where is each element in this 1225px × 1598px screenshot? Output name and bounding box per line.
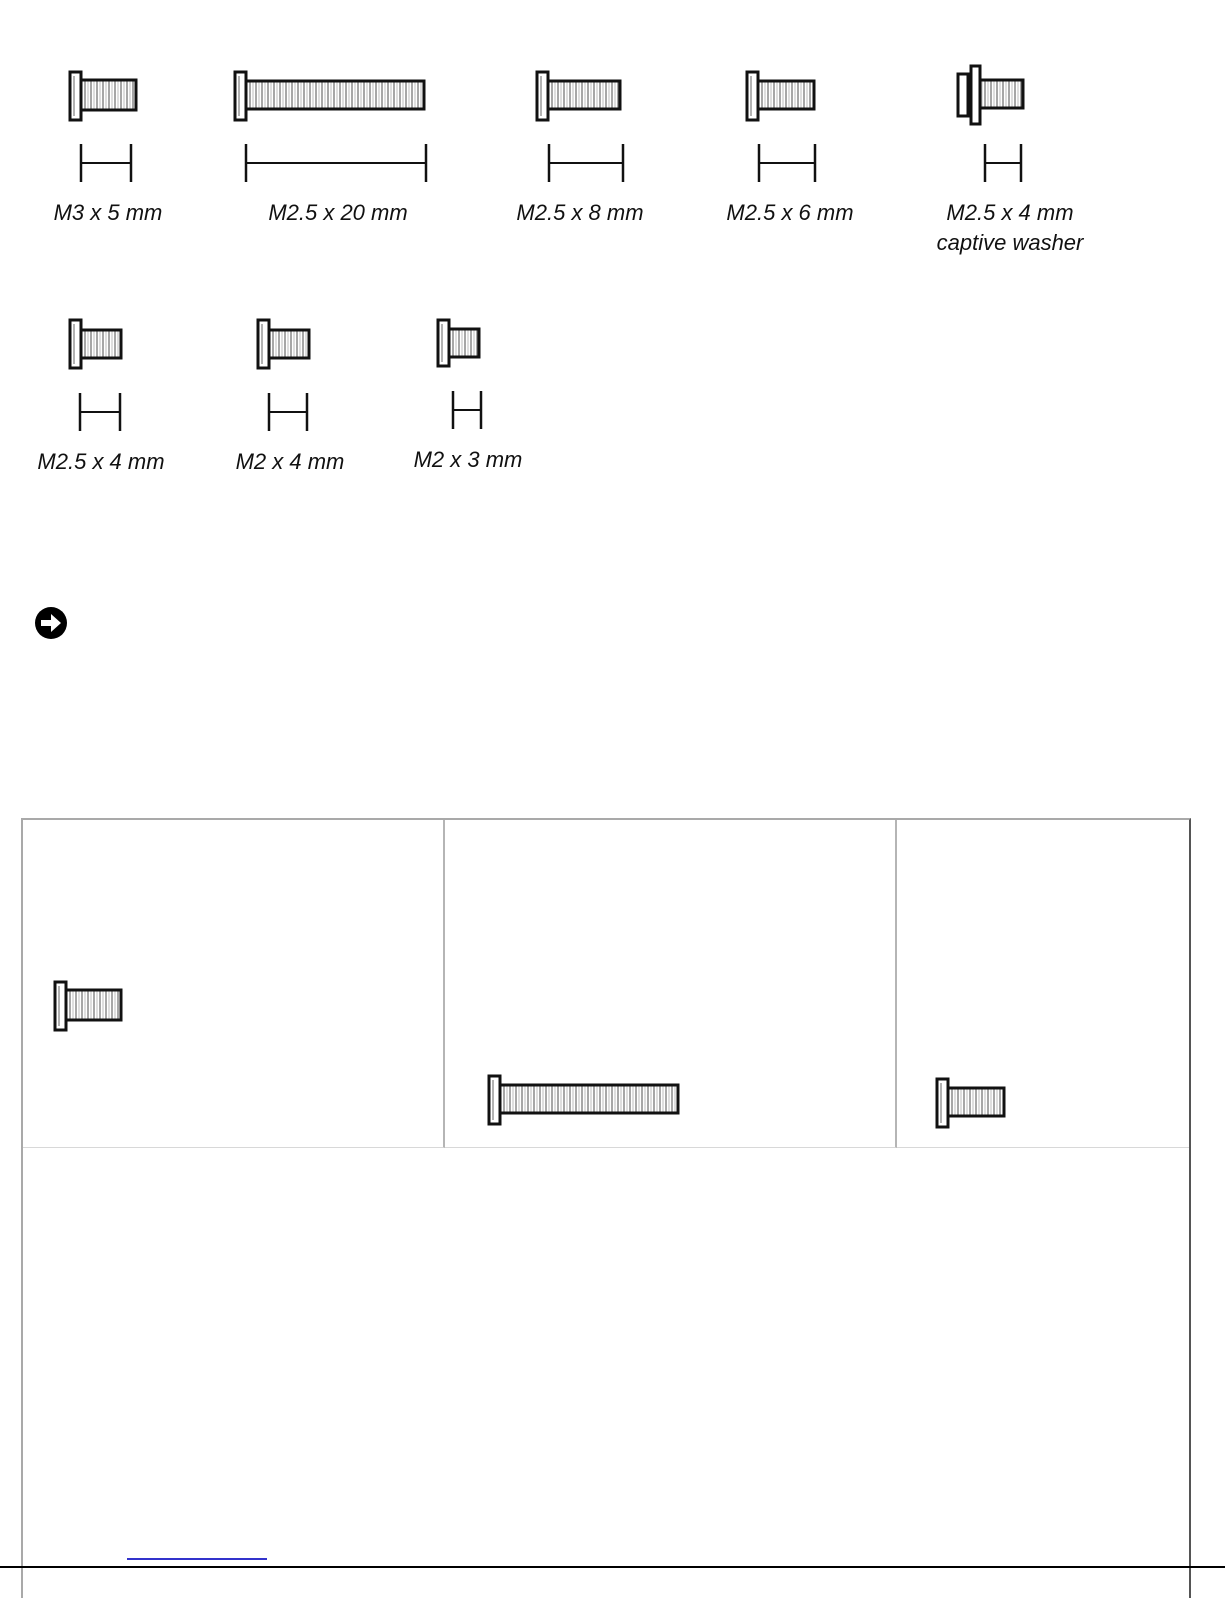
screw-m3x5-icon: [66, 68, 140, 124]
screw-label: M2.5 x 20 mm: [268, 200, 408, 225]
dimension-line: [756, 142, 818, 184]
screw-m2x3-icon: [434, 316, 486, 370]
screw-m3x5-icon: [51, 978, 125, 1034]
screw-m25x20-icon: [231, 68, 429, 124]
table-cell: [445, 820, 897, 1148]
dimension-line: [266, 391, 310, 433]
screw-m25x6-icon: [933, 1075, 1009, 1131]
screw-m25x6-icon: [743, 68, 819, 124]
screw-label: M2 x 3 mm: [413, 447, 523, 472]
screw-m25x4-icon: [66, 316, 126, 372]
screw-m25x8-icon: [533, 68, 625, 124]
dimension-line: [77, 391, 123, 433]
table-cell: [23, 820, 445, 1148]
notice-arrow-icon: [33, 605, 69, 641]
dimension-line: [78, 142, 134, 184]
screw-label: M2.5 x 6 mm: [726, 200, 854, 225]
link-underline[interactable]: [127, 1558, 267, 1560]
table-cell: [897, 820, 1189, 1148]
dimension-line: [243, 142, 429, 184]
screw-m25x20-icon: [485, 1072, 683, 1128]
screw-label: M2.5 x 4 mm: [37, 449, 165, 474]
dimension-line: [450, 389, 484, 431]
screw-label-line2: captive washer: [936, 230, 1084, 255]
page-divider: [0, 1566, 1225, 1568]
screw-label: M2.5 x 8 mm: [516, 200, 644, 225]
dimension-line: [546, 142, 626, 184]
screw-label: M2 x 4 mm: [235, 449, 345, 474]
dimension-line: [982, 142, 1024, 184]
screw-label: M3 x 5 mm: [53, 200, 163, 225]
screw-label: M2.5 x 4 mm: [946, 200, 1074, 225]
screw-m2x4-icon: [254, 316, 314, 372]
screw-table: [21, 818, 1191, 1598]
screw-m25x4-captive-washer-icon: [954, 64, 1028, 126]
